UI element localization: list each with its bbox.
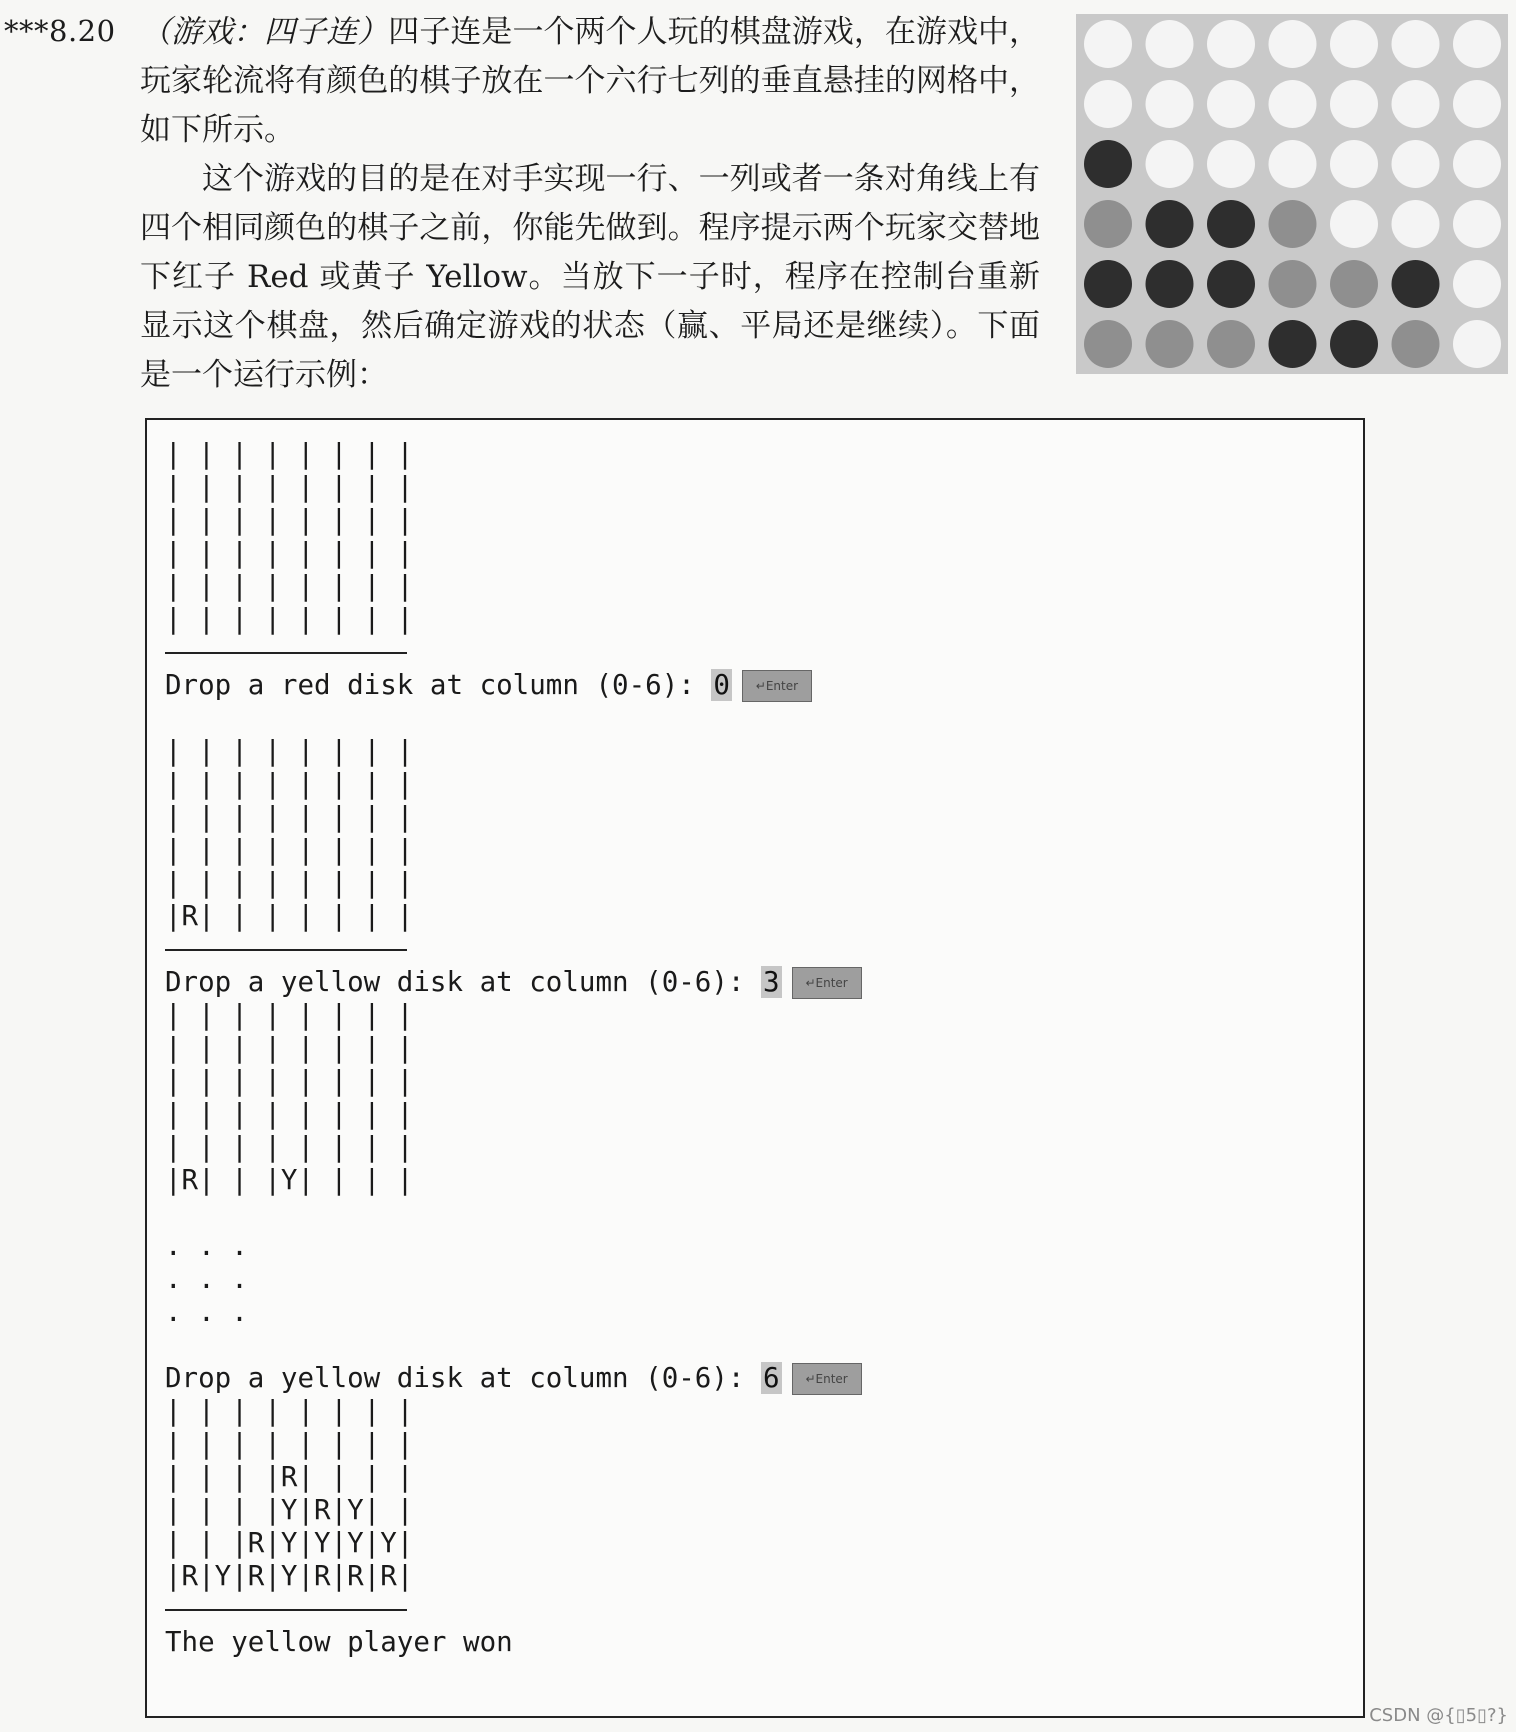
problem-number: ***8.20 xyxy=(4,14,116,48)
board-disk-empty xyxy=(1146,140,1194,188)
watermark: CSDN @{▯5▯?} xyxy=(1369,1705,1508,1726)
board-disk-empty xyxy=(1392,140,1440,188)
board-separator xyxy=(165,652,407,654)
board-3: | | | | | | | | | | | | | | | | | | | |R| | | | | | | |Y|R|Y| | | | |R|Y|Y|Y|Y| |R|Y|R|Y|R|R|R| xyxy=(165,1395,414,1592)
board-disk-empty xyxy=(1146,80,1194,128)
prompt-red: Drop a red disk at column (0-6): xyxy=(165,669,712,701)
input-value-2: 3 xyxy=(763,966,780,998)
board-disk-red xyxy=(1146,200,1194,248)
board-disk-yellow xyxy=(1330,260,1378,308)
board-disk-empty xyxy=(1453,200,1501,248)
console-text xyxy=(165,438,862,1659)
board-disk-empty xyxy=(1330,140,1378,188)
board-disk-red xyxy=(1269,320,1317,368)
board-disk-yellow xyxy=(1207,320,1255,368)
board-disk-empty xyxy=(1453,20,1501,68)
enter-key-icon: ↵Enter xyxy=(792,1363,862,1395)
board-disk-yellow xyxy=(1269,200,1317,248)
problem-statement xyxy=(140,8,1040,400)
board-disk-yellow xyxy=(1084,320,1132,368)
board-disk-empty xyxy=(1330,80,1378,128)
problem-paragraph-1-text: 四子连是一个两个人玩的棋盘游戏，在游戏中，玩家轮流将有颜色的棋子放在一个六行七列的垂直悬挂的网格中，如下所示。 xyxy=(140,14,1041,148)
board-disk-empty xyxy=(1207,20,1255,68)
board-separator xyxy=(165,1609,407,1611)
board-disk-empty xyxy=(1330,200,1378,248)
problem-tag: （游戏：四子连） xyxy=(140,14,389,50)
enter-key-icon: ↵Enter xyxy=(742,670,812,702)
prompt-yellow: Drop a yellow disk at column (0-6): xyxy=(165,1362,762,1394)
console-output xyxy=(145,418,1365,1718)
board-disk-yellow xyxy=(1269,260,1317,308)
board-disk-red xyxy=(1084,140,1132,188)
ellipsis-line: . . . xyxy=(165,1230,248,1262)
board-disk-empty xyxy=(1453,320,1501,368)
board-disk-yellow xyxy=(1084,200,1132,248)
board-1: | | | | | | | | | | | | | | | | | | | | | | | | | | | | | | | | | | | | | | | | |R| | | | | | | xyxy=(165,735,414,932)
board-0: | | | | | | | | | | | | | | | | | | | | | | | | | | | | | | | | | | | | | | | | | | | | | | | | xyxy=(165,438,414,635)
board-disk-empty xyxy=(1207,140,1255,188)
board-disk-empty xyxy=(1330,20,1378,68)
board-separator xyxy=(165,949,407,951)
ellipsis-line: . . . xyxy=(165,1296,248,1328)
board-disk-empty xyxy=(1453,80,1501,128)
board-disk-red xyxy=(1330,320,1378,368)
connect-four-board-figure xyxy=(1076,14,1508,374)
board-disk-red xyxy=(1146,260,1194,308)
board-disk-red xyxy=(1084,260,1132,308)
board-disk-empty xyxy=(1453,260,1501,308)
board-disk-empty xyxy=(1392,80,1440,128)
problem-paragraph-1 xyxy=(140,8,1040,155)
board-disk-empty xyxy=(1269,140,1317,188)
prompt-yellow: Drop a yellow disk at column (0-6): xyxy=(165,966,762,998)
input-value-3: 6 xyxy=(763,1362,780,1394)
board-disk-empty xyxy=(1453,140,1501,188)
board-disk-empty xyxy=(1084,80,1132,128)
input-value-1: 0 xyxy=(713,669,730,701)
result-text: The yellow player won xyxy=(165,1626,513,1658)
enter-key-icon: ↵Enter xyxy=(792,967,862,999)
board-disk-yellow xyxy=(1146,320,1194,368)
board-disk-empty xyxy=(1269,20,1317,68)
board-disk-red xyxy=(1392,260,1440,308)
board-disk-red xyxy=(1207,260,1255,308)
board-disk-red xyxy=(1207,200,1255,248)
board-disk-empty xyxy=(1269,80,1317,128)
board-disk-empty xyxy=(1084,20,1132,68)
board-svg xyxy=(1076,14,1508,374)
board-disk-empty xyxy=(1392,20,1440,68)
board-disk-empty xyxy=(1146,20,1194,68)
board-disk-empty xyxy=(1392,200,1440,248)
problem-paragraph-2: 这个游戏的目的是在对手实现一行、一列或者一条对角线上有四个相同颜色的棋子之前，你能先做到。程序提示两个玩家交替地下红子 Red 或黄子 Yellow。当放下一子时，程序在控制台重新显示这个棋盘，然后确定游戏的状态（赢、平局还是继续）。下面是一个运行示例： xyxy=(140,161,1040,393)
board-disk-yellow xyxy=(1392,320,1440,368)
board-disk-empty xyxy=(1207,80,1255,128)
board-2: | | | | | | | | | | | | | | | | | | | | | | | | | | | | | | | | | | | | | | | | |R| | |Y| | | | xyxy=(165,999,414,1196)
ellipsis-line: . . . xyxy=(165,1263,248,1295)
